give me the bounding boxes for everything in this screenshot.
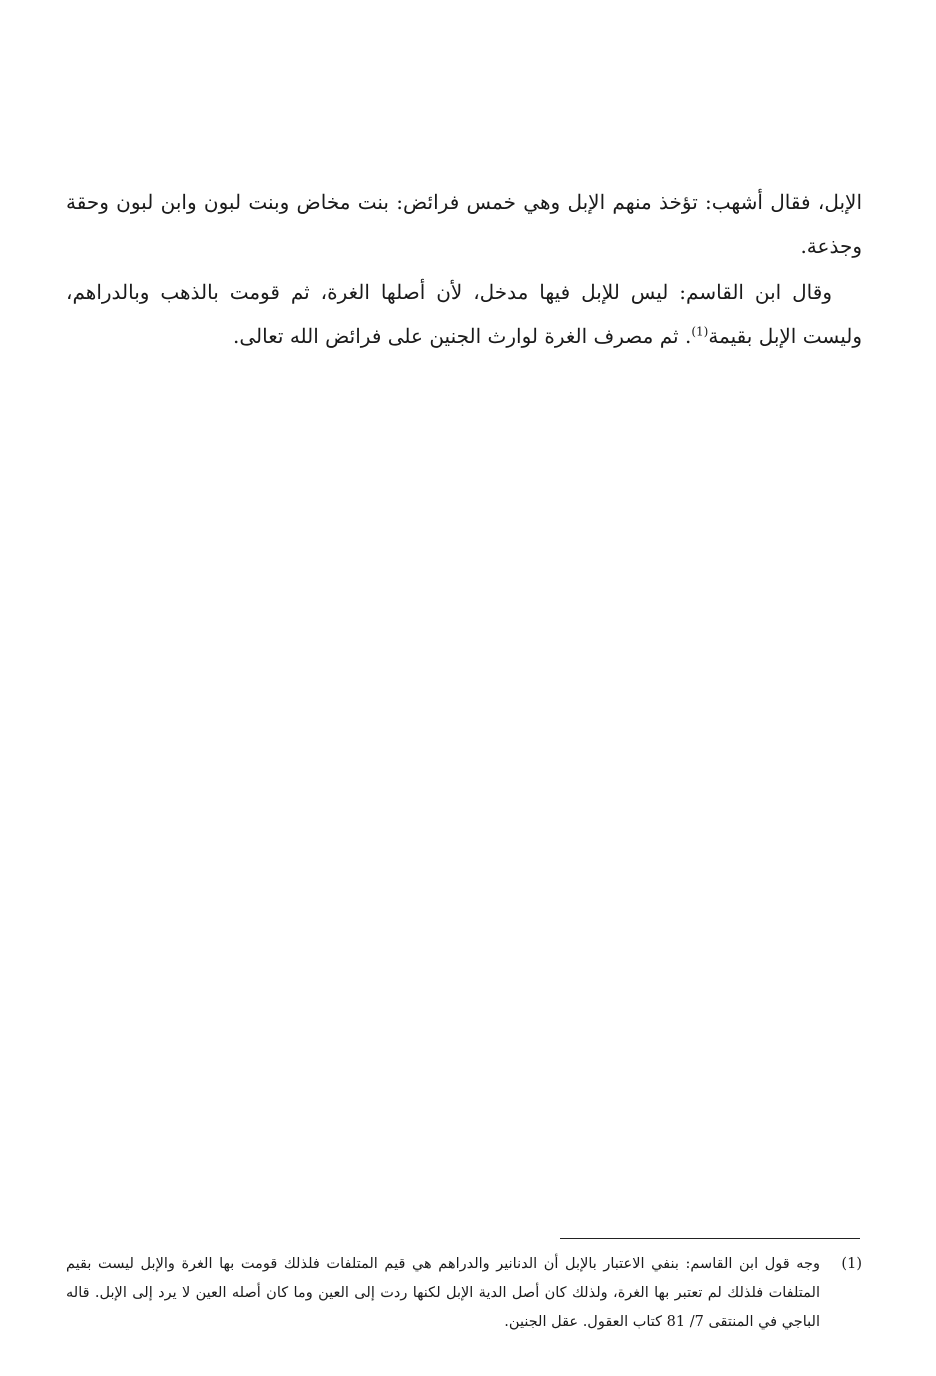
footnote-number: (1): [841, 1256, 862, 1272]
footnote-text: وجه قول ابن القاسم: بنفي الاعتبار بالإبل أن الدنانير والدراهم هي قيم المتلفات فلذلك قومت بها الغرة والإبل ليست بقيم المتلفات فلذلك لم تعتبر بها الغرة، ولذلك كان أصل الدية الإبل لكنها ردت إلى العين وما كان أصله العين لا يرد إلى الإبل. قاله الباجي في المنتقى 7/ 81 كتاب العقول. عقل الجنين.: [66, 1256, 820, 1330]
footnote-item: [66, 1250, 862, 1337]
footnotes: [66, 1250, 862, 1337]
footnote-reference[interactable]: (1): [691, 324, 709, 339]
main-text: [66, 180, 862, 360]
paragraph-2-text: وقال ابن القاسم: ليس للإبل فيها مدخل، لأن أصلها الغرة، ثم قومت بالذهب وبالدراهم، وليست الإبل بقيمة: [66, 280, 862, 348]
footnote-separator: [560, 1238, 860, 1239]
paragraph-2-tail: . ثم مصرف الغرة لوارث الجنين على فرائض الله تعالى.: [233, 324, 692, 348]
paragraph-1: الإبل، فقال أشهب: تؤخذ منهم الإبل وهي خمس فرائض: بنت مخاض وبنت لبون وابن لبون وحقة وجذعة.: [66, 190, 862, 258]
paragraph-2: [66, 270, 862, 358]
